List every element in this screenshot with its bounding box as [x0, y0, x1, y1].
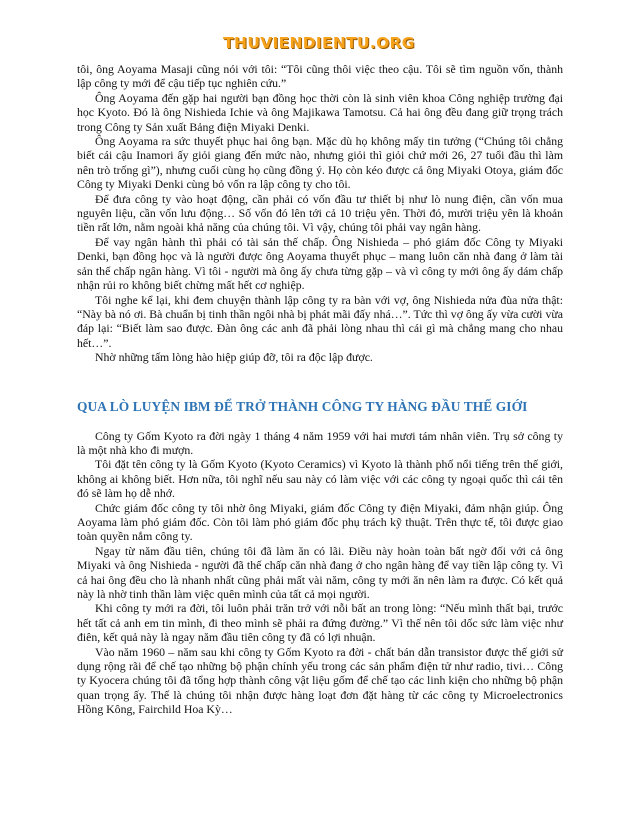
- paragraph: Vào năm 1960 – năm sau khi công ty Gốm Kyoto ra đời - chất bán dẫn transistor được thế giới sử dụng rộng rãi để chế tạo những bộ phận chính yếu trong các sản phẩm điện tử như radio, tivi… Công ty Kyocera chúng tôi đã tổng hợp thành công vật liệu gốm để chế tạo các linh kiện cho những bộ phận quan trọng ấy. Thế là chúng tôi nhận được hàng loạt đơn đặt hàng từ các công ty Microelectronics Hồng Kông, Fairchild Hoa Kỳ…: [77, 644, 563, 717]
- document-body: [77, 62, 563, 717]
- section-heading: QUA LÒ LUYỆN IBM ĐỂ TRỞ THÀNH CÔNG TY HÀNG ĐẦU THẾ GIỚI: [77, 398, 528, 414]
- paragraph: Để vay ngân hành thì phải có tài sản thế chấp. Ông Nishieda – phó giám đốc Công ty Miyaki Denki, bạn đồng học và là người được ông Aoyama thuyết phục – mang luôn căn nhà đang ở làm tài sản thế chấp ngân hàng. Vì tôi - người mà ông ấy chưa từng gặp – và vì công ty mới ông ấy dám chấp nhận rủi ro không biết chừng mất hết cơ nghiệp.: [77, 234, 563, 293]
- paragraph: Để đưa công ty vào hoạt động, cần phải có vốn đầu tư thiết bị như lò nung điện, cần vốn mua nguyên liệu, cần vốn lưu động… Số vốn đó lên tới cả 10 triệu yên. Thời đó, mười triệu yên là khoản tiền rất lớn, nằm ngoài khả năng của chúng tôi. Vì vậy, chúng tôi phải vay ngân hàng.: [77, 191, 563, 235]
- paragraph: Công ty Gốm Kyoto ra đời ngày 1 tháng 4 năm 1959 với hai mươi tám nhân viên. Trụ sở công ty là một nhà kho đi mượn.: [77, 428, 563, 457]
- paragraph: Nhờ những tấm lòng hào hiệp giúp đỡ, tôi ra độc lập được.: [95, 350, 373, 365]
- site-logo[interactable]: THUVIENDIENTU.ORG: [223, 34, 415, 52]
- paragraph: Tôi đặt tên công ty là Gốm Kyoto (Kyoto Ceramics) vì Kyoto là thành phố nổi tiếng trên thế giới, không ai không biết. Hơn nữa, tôi nghĩ nếu sau này có làm việc với các công ty ngoại quốc thì cái tên đó sẽ làm họ dễ nhớ.: [77, 457, 563, 501]
- paragraph: Ông Aoyama ra sức thuyết phục hai ông bạn. Mặc dù họ không mấy tin tưởng (“Chúng tôi chẳng biết cái cậu Inamori ấy giỏi giang đến mức nào, nhưng giỏi thì giỏi chứ mới 26, 27 tuổi đầu thì làm nên trò trống gì”), nhưng cuối cùng họ cũng đồng ý. Họ còn kéo được cả ông Miyaki Otoya, giám đốc Công ty Miyaki Denki cùng bỏ vốn ra lập công ty cho tôi.: [77, 134, 563, 192]
- paragraph: Ngay từ năm đầu tiên, chúng tôi đã làm ăn có lãi. Điều này hoàn toàn bất ngờ đối với cả ông Miyaki và ông Nishieda - người đã thế chấp căn nhà đang ở cho ngân hàng để vay tiền lập công ty. Vì cả hai ông đều cho là nhanh nhất cũng phải mất vài năm, công ty mới ăn nên làm ra được. Có kết quả này là nhờ tinh thần làm việc quên mình của tất cả mọi người.: [77, 543, 563, 601]
- paragraph: Khi công ty mới ra đời, tôi luôn phải trăn trở với nỗi bất an trong lòng: “Nếu mình thất bại, trước hết tất cả anh em tin mình, đi theo mình sẽ phải ra đứng đường.” Vì thế nên tôi dốc sức làm việc như điên, kết quả này là ngay năm đầu tiên công ty đã có lợi nhuận.: [77, 601, 563, 645]
- paragraph: Ông Aoyama đến gặp hai người bạn đồng học thời còn là sinh viên khoa Công nghiệp trường đại học Kyoto. Đó là ông Nishieda Ichie và ông Majikawa Tamotsu. Cả hai ông đều đang giữ trọng trách trong Công ty Sản xuất Bảng điện Miyaki Denki.: [77, 90, 563, 134]
- paragraph: Tôi nghe kể lại, khi đem chuyện thành lập công ty ra bàn với vợ, ông Nishieda nửa đùa nửa thật: “Này bà nó ơi. Bà chuẩn bị tinh thần ngôi nhà bị phát mãi đấy nhá…”. Tức thì vợ ông ấy vừa cười vừa đáp lại: “Biết làm sao được. Đàn ông các anh đã phải lòng nhau thì cái gì mà chẳng mang cho nhau hết…”.: [77, 292, 563, 350]
- paragraph: Chức giám đốc công ty tôi nhờ ông Miyaki, giám đốc Công ty điện Miyaki, đảm nhận giúp. Ông Aoyama làm phó giám đốc. Còn tôi làm phó giám đốc phụ trách kỹ thuật. Trên thực tế, tôi được giao toàn quyền nắm công ty.: [77, 500, 563, 544]
- paragraph: tôi, ông Aoyama Masaji cũng nói với tôi: “Tôi cũng thôi việc theo cậu. Tôi sẽ tìm nguồn vốn, thành lập công ty mới để cậu tiếp tục nghiên cứu.”: [77, 62, 563, 91]
